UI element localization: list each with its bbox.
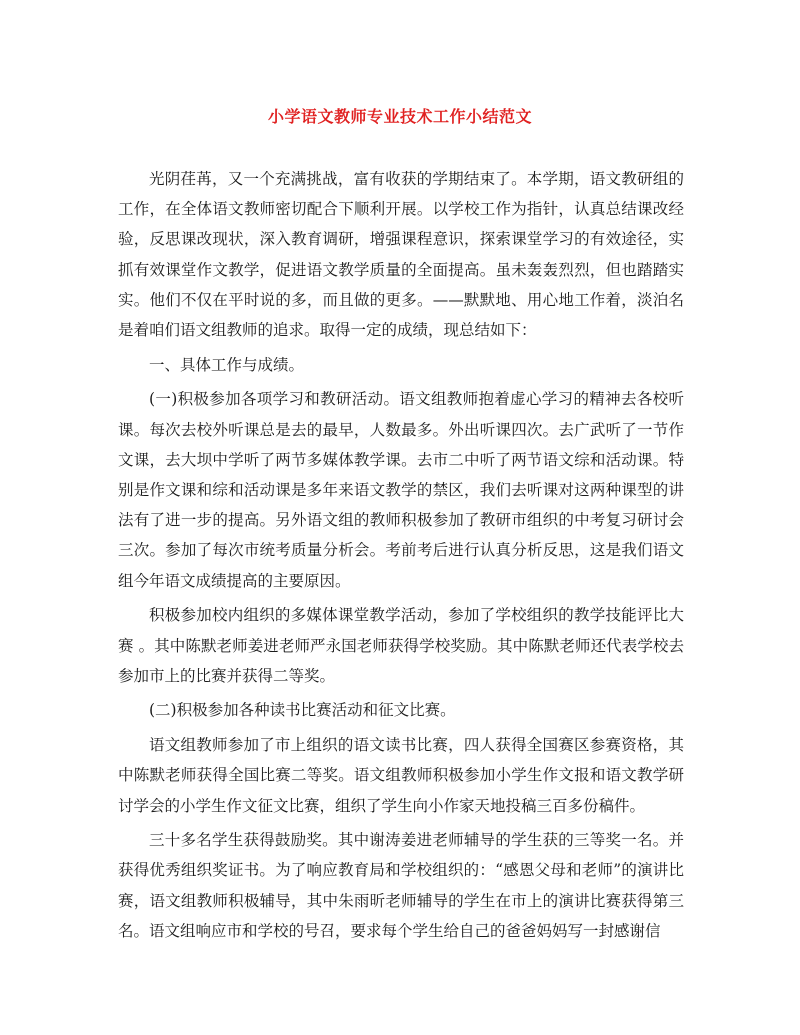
document-body (118, 164, 684, 951)
paragraph-study-activities: (一)积极参加各项学习和教研活动。语文组教师抱着虚心学习的精神去各校听课。每次去校外听课总是去的最早，人数最多。外出听课四次。去广武听了一节作文课，去大坝中学听了两节多媒体教学课。去市二中听了两节语文综和活动课。特别是作文课和综和活动课是多年来语文教学的禁区，我们去听课对这两种课型的讲法有了进一步的提高。另外语文组的教师积极参加了教研市组织的中考复习研讨会三次。参加了每次市统考质量分析会。考前考后进行认真分析反思，这是我们语文组今年语文成绩提高的主要原因。 (118, 390, 684, 590)
paragraph-subheading-reading: (二)积极参加各种读书比赛活动和征文比赛。 (149, 701, 456, 720)
paragraph-section-heading: 一、具体工作与成绩。 (149, 355, 305, 374)
paragraph-multimedia-contest: 积极参加校内组织的多媒体课堂教学活动，参加了学校组织的教学技能评比大赛 。其中陈默老师姜进老师严永国老师获得学校奖励。其中陈默老师还代表学校去参加市上的比赛并获得二等奖。 (118, 606, 684, 685)
paragraph-intro: 光阴荏苒，又一个充满挑战，富有收获的学期结束了。本学期，语文教研组的工作，在全体语文教师密切配合下顺利开展。以学校工作为指针，认真总结课改经验，反思课改现状，深入教育调研，增强课程意识，探索课堂学习的有效途径，实抓有效课堂作文教学，促进语文教学质量的全面提高。虽未轰轰烈烈，但也踏踏实实。他们不仅在平时说的多，而且做的更多。——默默地、用心地工作着，淡泊名是着咱们语文组教师的追求。取得一定的成绩，现总结如下： (118, 170, 684, 340)
paragraph-awards: 三十多名学生获得鼓励奖。其中谢涛姜进老师辅导的学生获的三等奖一名。并获得优秀组织奖证书。为了响应教育局和学校组织的：“感恩父母和老师”的演讲比赛，语文组教师积极辅导，其中朱雨昕老师辅导的学生在市上的演讲比赛获得第三名。语文组响应市和学校的号召，要求每个学生给自己的爸爸妈妈写一封感谢信 (118, 831, 684, 940)
paragraph-reading-contest: 语文组教师参加了市上组织的语文读书比赛，四人获得全国赛区参赛资格，其中陈默老师获得全国比赛二等奖。语文组教师积极参加小学生作文报和语文教学研讨学会的小学生作文征文比赛，组织了学生向小作家天地投稿三百多份稿件。 (118, 736, 684, 815)
document-title: 小学语文教师专业技术工作小结范文 (267, 107, 532, 126)
